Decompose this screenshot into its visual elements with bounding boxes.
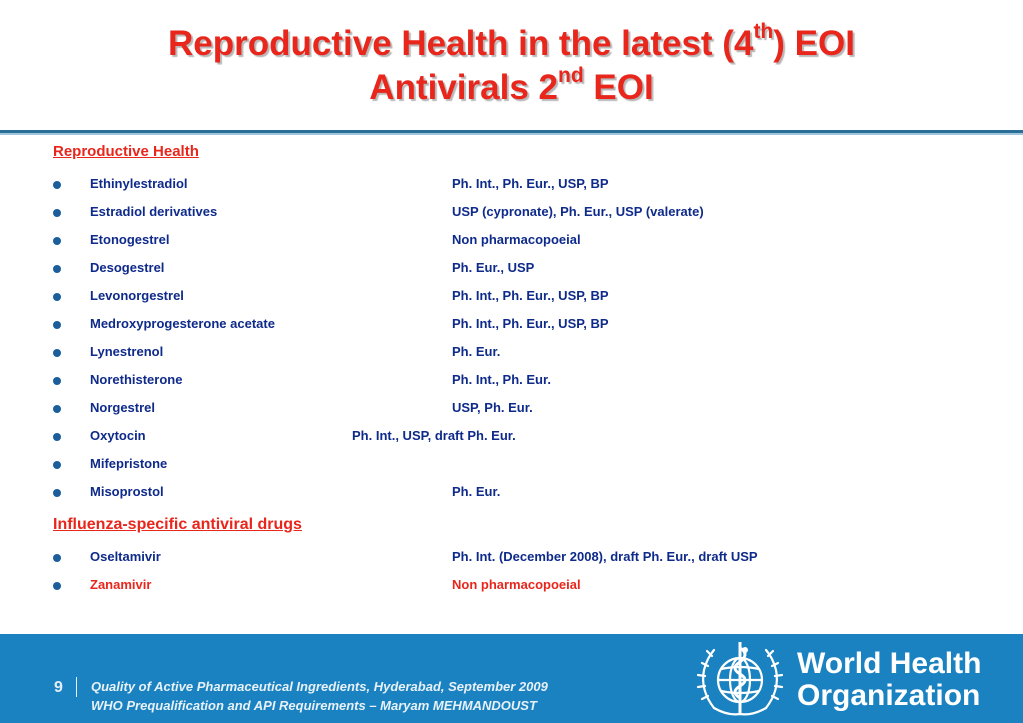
who-emblem-icon: [694, 636, 786, 720]
footer-separator: [76, 677, 77, 697]
drug-name: Oxytocin: [90, 428, 146, 443]
drug-spec: Ph. Int., Ph. Eur., USP, BP: [452, 176, 609, 191]
drug-spec: Non pharmacopoeial: [452, 232, 581, 247]
drug-spec: Ph. Int. (December 2008), draft Ph. Eur., draft USP: [452, 549, 758, 564]
bullet-icon: [53, 237, 61, 245]
drug-spec: Ph. Int., USP, draft Ph. Eur.: [352, 428, 516, 443]
bullet-icon: [53, 461, 61, 469]
drug-name: Ethinylestradiol: [90, 176, 188, 191]
antiviral-drugs-heading: Influenza-specific antiviral drugs: [53, 516, 302, 533]
bullet-icon: [53, 433, 61, 441]
reproductive-health-heading: Reproductive Health: [53, 143, 199, 160]
title-divider-highlight: [0, 133, 1023, 135]
page-number: 9: [54, 679, 63, 696]
drug-name: Mifepristone: [90, 456, 168, 471]
drug-spec: Ph. Int., Ph. Eur.: [452, 372, 551, 387]
bullet-icon: [53, 582, 61, 590]
title-line-1: Reproductive Health in the latest (4th) EOI: [168, 20, 855, 63]
bullet-icon: [53, 209, 61, 217]
bullet-icon: [53, 349, 61, 357]
drug-name: Lynestrenol: [90, 344, 164, 359]
drug-spec: Ph. Eur.: [452, 484, 501, 499]
drug-name: Etonogestrel: [90, 232, 170, 247]
drug-name: Oseltamivir: [90, 549, 161, 564]
who-wordmark: World Health Organization: [797, 647, 982, 712]
drug-spec: USP (cypronate), Ph. Eur., USP (valerate): [452, 204, 704, 219]
drug-spec: Ph. Eur., USP: [452, 260, 535, 275]
drug-name: Desogestrel: [90, 260, 165, 275]
drug-spec: USP, Ph. Eur.: [452, 400, 533, 415]
bullet-icon: [53, 554, 61, 562]
bullet-icon: [53, 181, 61, 189]
footer-presenter-line: WHO Prequalification and API Requirements – Maryam MEHMANDOUST: [91, 698, 537, 713]
bullet-icon: [53, 405, 61, 413]
footer-bar: [0, 634, 1023, 723]
title-line-2: Antivirals 2nd EOI: [369, 64, 654, 107]
bullet-icon: [53, 489, 61, 497]
bullet-icon: [53, 293, 61, 301]
drug-spec: Non pharmacopoeial: [452, 577, 581, 592]
drug-name: Norgestrel: [90, 400, 156, 415]
drug-name: Norethisterone: [90, 372, 183, 387]
bullet-icon: [53, 321, 61, 329]
drug-spec: Ph. Int., Ph. Eur., USP, BP: [452, 288, 609, 303]
drug-name: Levonorgestrel: [90, 288, 184, 303]
drug-name: Zanamivir: [90, 577, 152, 592]
drug-name: Medroxyprogesterone acetate: [90, 316, 275, 331]
drug-spec: Ph. Eur.: [452, 344, 501, 359]
footer-conference-line: Quality of Active Pharmaceutical Ingredients, Hyderabad, September 2009: [91, 679, 548, 694]
bullet-icon: [53, 265, 61, 273]
bullet-icon: [53, 377, 61, 385]
drug-name: Estradiol derivatives: [90, 204, 218, 219]
drug-name: Misoprostol: [90, 484, 164, 499]
slide-title: [0, 22, 1023, 110]
drug-spec: Ph. Int., Ph. Eur., USP, BP: [452, 316, 609, 331]
